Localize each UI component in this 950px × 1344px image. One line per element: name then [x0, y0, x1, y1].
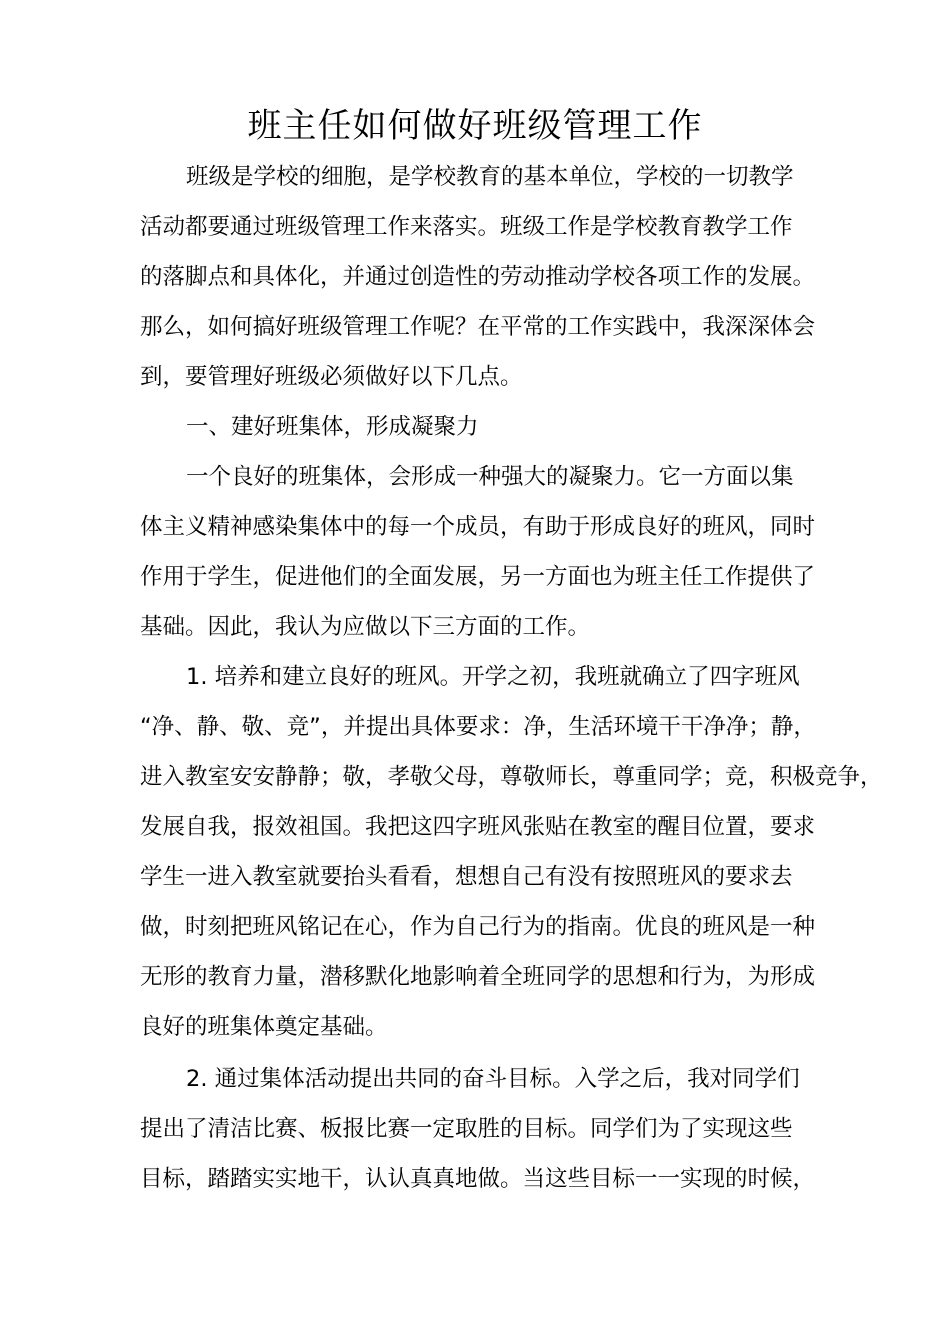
paragraph-line: 一个良好的班集体，会形成一种强大的凝聚力。它一方面以集 — [186, 464, 794, 490]
paragraph-line: 目标，踏踏实实地干，认认真真地做。当这些目标一一实现的时候， — [140, 1166, 816, 1192]
paragraph-line: 良好的班集体奠定基础。 — [140, 1014, 388, 1040]
section-heading: 一、建好班集体，形成凝聚力 — [186, 414, 479, 440]
paragraph-line: “净、静、敬、竞”，并提出具体要求：净，生活环境干干净净；静， — [140, 714, 816, 740]
paragraph-line: 提出了清洁比赛、板报比赛一定取胜的目标。同学们为了实现这些 — [140, 1116, 793, 1142]
paragraph-line: 活动都要通过班级管理工作来落实。班级工作是学校教育教学工作 — [140, 214, 793, 240]
paragraph-line: 那么，如何搞好班级管理工作呢？在平常的工作实践中，我深深体会 — [140, 314, 816, 340]
paragraph-line: 基础。因此，我认为应做以下三方面的工作。 — [140, 614, 591, 640]
paragraph-line: 学生一进入教室就要抬头看看，想想自己有没有按照班风的要求去 — [140, 864, 793, 890]
paragraph-line: 体主义精神感染集体中的每一个成员，有助于形成良好的班风，同时 — [140, 514, 816, 540]
paragraph-line: 进入教室安安静静；敬，孝敬父母，尊敬师长，尊重同学；竞，积极竞争， — [140, 764, 883, 790]
document-title: 班主任如何做好班级管理工作 — [247, 106, 703, 146]
paragraph-line: 发展自我，报效祖国。我把这四字班风张贴在教室的醒目位置，要求 — [140, 814, 816, 840]
paragraph-line: 2. 通过集体活动提出共同的奋斗目标。入学之后，我对同学们 — [186, 1066, 800, 1092]
paragraph-line: 作用于学生，促进他们的全面发展，另一方面也为班主任工作提供了 — [140, 564, 816, 590]
paragraph-line: 1. 培养和建立良好的班风。开学之初，我班就确立了四字班风 — [186, 664, 800, 690]
paragraph-line: 班级是学校的细胞，是学校教育的基本单位，学校的一切教学 — [186, 164, 794, 190]
paragraph-line: 的落脚点和具体化，并通过创造性的劳动推动学校各项工作的发展。 — [140, 264, 816, 290]
paragraph-line: 做，时刻把班风铭记在心，作为自己行为的指南。优良的班风是一种 — [140, 914, 816, 940]
paragraph-line: 无形的教育力量，潜移默化地影响着全班同学的思想和行为，为形成 — [140, 964, 816, 990]
paragraph-line: 到，要管理好班级必须做好以下几点。 — [140, 364, 523, 390]
